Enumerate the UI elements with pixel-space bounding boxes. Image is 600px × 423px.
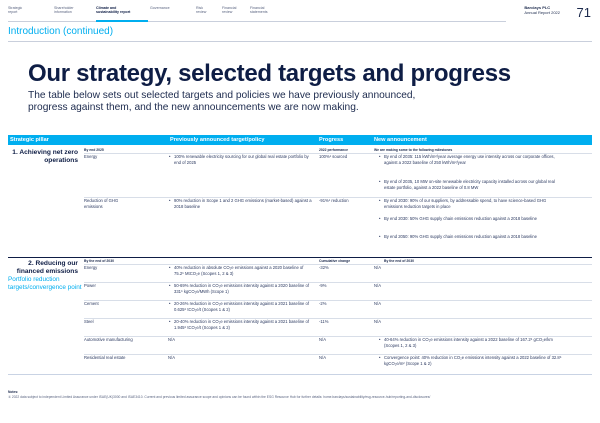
header-strategic-pillar: Strategic pillar: [10, 137, 49, 143]
progress-value: 100%¹ sourced: [319, 154, 348, 159]
top-navigation: [0, 0, 600, 22]
nav-label: Risk review: [196, 6, 207, 15]
notes-title: Notes:: [8, 390, 19, 394]
footnotes: [8, 390, 592, 399]
pillar-title: 1. Achieving net zero operations: [12, 149, 78, 164]
intro-paragraph: The table below sets out selected targets and policies we have previously announced, progress against them, and the new announcements we are now making.: [28, 90, 416, 114]
progress-value: -11%: [319, 319, 329, 324]
table-bottom-line: [8, 374, 592, 375]
previous-target-text: • 40% reduction in absolute CO₂e emissions against a 2020 baseline of 75.2⁶ MtCO₂e (Scopes 1, 2 & 3): [174, 265, 314, 277]
nav-label: Climate and sustainability report: [96, 6, 131, 15]
nav-label: Strategic report: [8, 6, 23, 15]
new-announcement-text: • By end 2030: 90% of our suppliers, by addressable spend, to have science-based GHG emissions reduction targets in place: [384, 198, 564, 210]
row-label: Steel: [84, 319, 94, 324]
progress-value: -91%¹ reduction: [319, 198, 349, 203]
new-announcement-text: N/A: [374, 301, 381, 306]
header-previous-target: Previously announced target/policy: [170, 137, 265, 143]
new-announcement-text: • By end 2050: 90% GHG supply chain emissions reduction against a 2018 baseline: [384, 234, 564, 240]
page-title: Our strategy, selected targets and progress: [28, 60, 511, 87]
nav-label: Shareholder information: [54, 6, 74, 15]
nav-label: Financial review: [222, 6, 237, 15]
pillar-subtitle: Portfolio reduction targets/convergence point: [8, 276, 82, 291]
new-announcement-text: N/A: [374, 265, 381, 270]
section-label: Introduction (continued): [8, 26, 114, 37]
page-number: 71: [576, 5, 591, 20]
header-new-announcement: New announcement: [374, 137, 427, 143]
nav-financial-review[interactable]: [222, 6, 236, 15]
nav-risk-review[interactable]: [196, 6, 206, 15]
progress-value: N/A: [319, 355, 326, 360]
progress-value: -32%: [319, 265, 329, 270]
new-announcement-text: • 40-64% reduction in CO₂e emissions intensity against a 2022 baseline of 167.2⁶ gCO₂e/km (Scopes 1, 2 & 3): [384, 337, 564, 349]
progress-value: -9%: [319, 283, 327, 288]
row-label: Residential real estate: [84, 355, 126, 360]
nav-active-indicator: [96, 20, 148, 21]
nav-divider: [8, 21, 506, 22]
nav-strategic-report[interactable]: [8, 6, 22, 15]
nav-governance[interactable]: [150, 6, 170, 10]
nav-shareholder-information[interactable]: [54, 6, 74, 15]
section-divider-line: [8, 257, 592, 258]
row-label: Power: [84, 283, 96, 288]
progress-value: N/A: [319, 337, 326, 342]
section-divider: [8, 41, 592, 42]
nav-label: Governance: [150, 6, 170, 10]
row-label: Energy: [84, 265, 98, 270]
new-announcement-text: • By end of 2035: 115 kWh/m²/year average energy use intensity across our corporate offices, against a 2022 baseline of 250 kWh/m²/year: [384, 154, 564, 166]
pillar-title: 2. Reducing our financed emissions: [16, 260, 78, 275]
nav-climate-sustainability[interactable]: [96, 6, 130, 15]
period-label: Cumulative change: [319, 259, 351, 263]
nav-financial-statements[interactable]: [250, 6, 268, 15]
previous-target-text: • 50-69% reduction in CO₂e emissions intensity against a 2020 baseline of 331⁶ kgCO₂e/MWh (Scope 1): [174, 283, 314, 295]
brand-name: Barclays PLC: [524, 5, 551, 10]
period-label: By end 2025: [84, 148, 104, 152]
new-announcement-text: N/A: [374, 283, 381, 288]
previous-target-text: • 90% reduction in Scope 1 and 2 GHG emissions (market-based) against a 2018 baseline: [174, 198, 314, 210]
table-header: [8, 135, 592, 145]
previous-target-text: N/A: [168, 355, 175, 360]
new-announcement-text: • By end of 2035, 10 MW on-site renewable electricity capacity installed across our global real estate portfolio, against a 2022 baseline of 0.8 MW: [384, 179, 564, 191]
new-announcement-text: • Convergence point: 40% reduction in CO₂e emissions intensity against a 2022 baseline of 32.8⁶ kgCO₂e/m² (Scope 1 & 2): [384, 355, 564, 367]
period-label: By the end of 2030: [84, 259, 114, 263]
brand-block: [524, 6, 560, 16]
period-label: By the end of 2030: [384, 259, 414, 263]
new-announcement-text: N/A: [374, 319, 381, 324]
period-label: We are making some to the following milestones: [374, 148, 453, 152]
row-label: Cement: [84, 301, 99, 306]
previous-target-text: N/A: [168, 337, 175, 342]
row-label: Automotive manufacturing: [84, 337, 133, 342]
notes-text: ① 2022 data subject to independent Limited Assurance under ISAE(UK)3000 and ISAE3410. Current and previous limited assurance scope and opinions can be found within the ESG Resource Hub for further details: home.barclays/sustainability/esg-resource-hub/reporting-and-disclosures/: [8, 394, 431, 399]
previous-target-text: • 20-40% reduction in CO₂e emissions intensity against a 2021 baseline of 1.945⁶ tCO₂e/t (Scopes 1 & 2): [174, 319, 314, 331]
header-progress: Progress: [319, 137, 344, 143]
brand-subtitle: Annual Report 2022: [524, 9, 560, 15]
new-announcement-text: • By end 2030: 50% GHG supply chain emissions reduction against a 2018 baseline: [384, 216, 564, 222]
row-label: Reduction of GHG emissions: [84, 198, 119, 209]
nav-label: Financial statements: [250, 6, 268, 15]
previous-target-text: • 100% renewable electricity sourcing for our global real estate portfolio by end of 2025: [174, 154, 314, 166]
row-label: Energy: [84, 154, 98, 159]
previous-target-text: • 20-26% reduction in CO₂e emissions intensity against a 2021 baseline of 0.625⁶ tCO₂e/t (Scopes 1 & 2): [174, 301, 314, 313]
period-label: 2022 performance: [319, 148, 349, 152]
progress-value: -2%: [319, 301, 327, 306]
